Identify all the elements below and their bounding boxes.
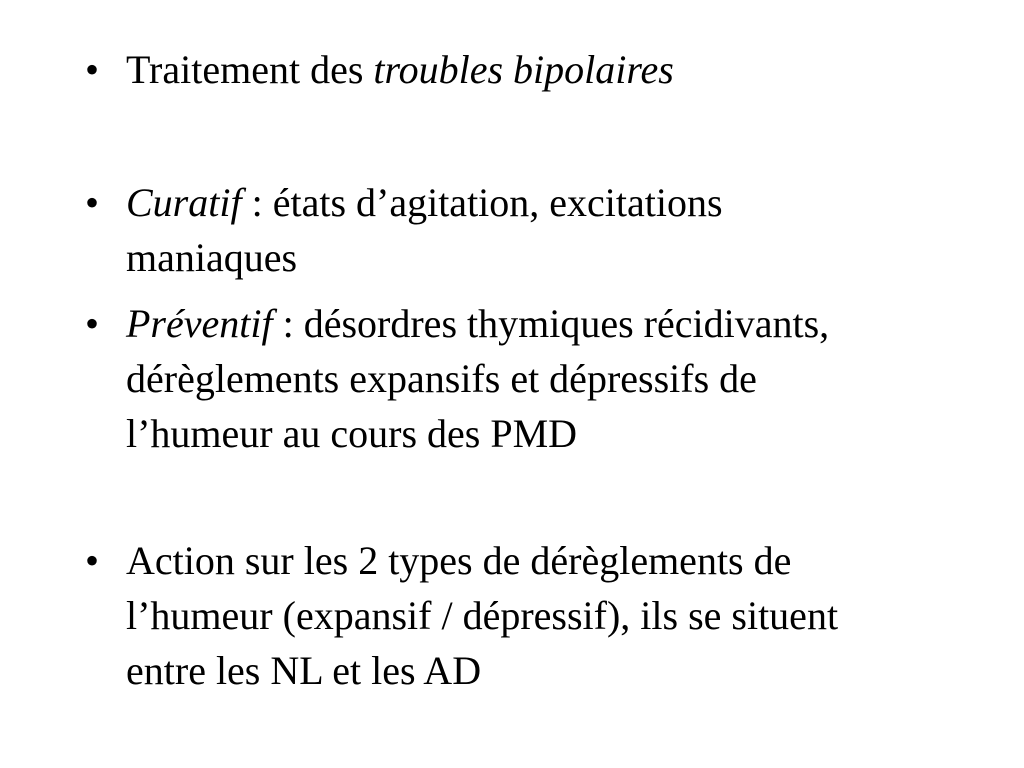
bullet-text-line-2: l’humeur (expansif / dépressif), ils se situent bbox=[126, 593, 839, 638]
bullet-text-line-2: dérèglements expansifs et dépressifs de bbox=[126, 356, 757, 401]
bullet-text-line-1: Action sur les 2 types de dérèglements de bbox=[126, 538, 792, 583]
bullet-text-line-1: : états d’agitation, excitations bbox=[241, 180, 723, 225]
bullet-item-action bbox=[85, 533, 986, 698]
bullet-text-italic: Préventif bbox=[126, 301, 273, 346]
bullet-item-curative bbox=[85, 175, 986, 285]
bullet-text-italic: troubles bipolaires bbox=[373, 47, 674, 92]
bullet-marker: • bbox=[85, 538, 100, 583]
bullet-text-line-3: l’humeur au cours des PMD bbox=[126, 411, 578, 456]
bullet-text-line-1: : désordres thymiques récidivants, bbox=[272, 301, 830, 346]
bullet-text-line-2: maniaques bbox=[126, 235, 298, 280]
bullet-text-italic: Curatif bbox=[126, 180, 242, 225]
bullet-text-lead: Traitement des bbox=[126, 47, 374, 92]
bullet-marker: • bbox=[85, 47, 100, 92]
bullet-text-line-3: entre les NL et les AD bbox=[126, 648, 482, 693]
bullet-item-treatment bbox=[85, 42, 986, 97]
bullet-marker: • bbox=[85, 301, 100, 346]
bullet-marker: • bbox=[85, 180, 100, 225]
bullet-item-preventive bbox=[85, 296, 986, 461]
